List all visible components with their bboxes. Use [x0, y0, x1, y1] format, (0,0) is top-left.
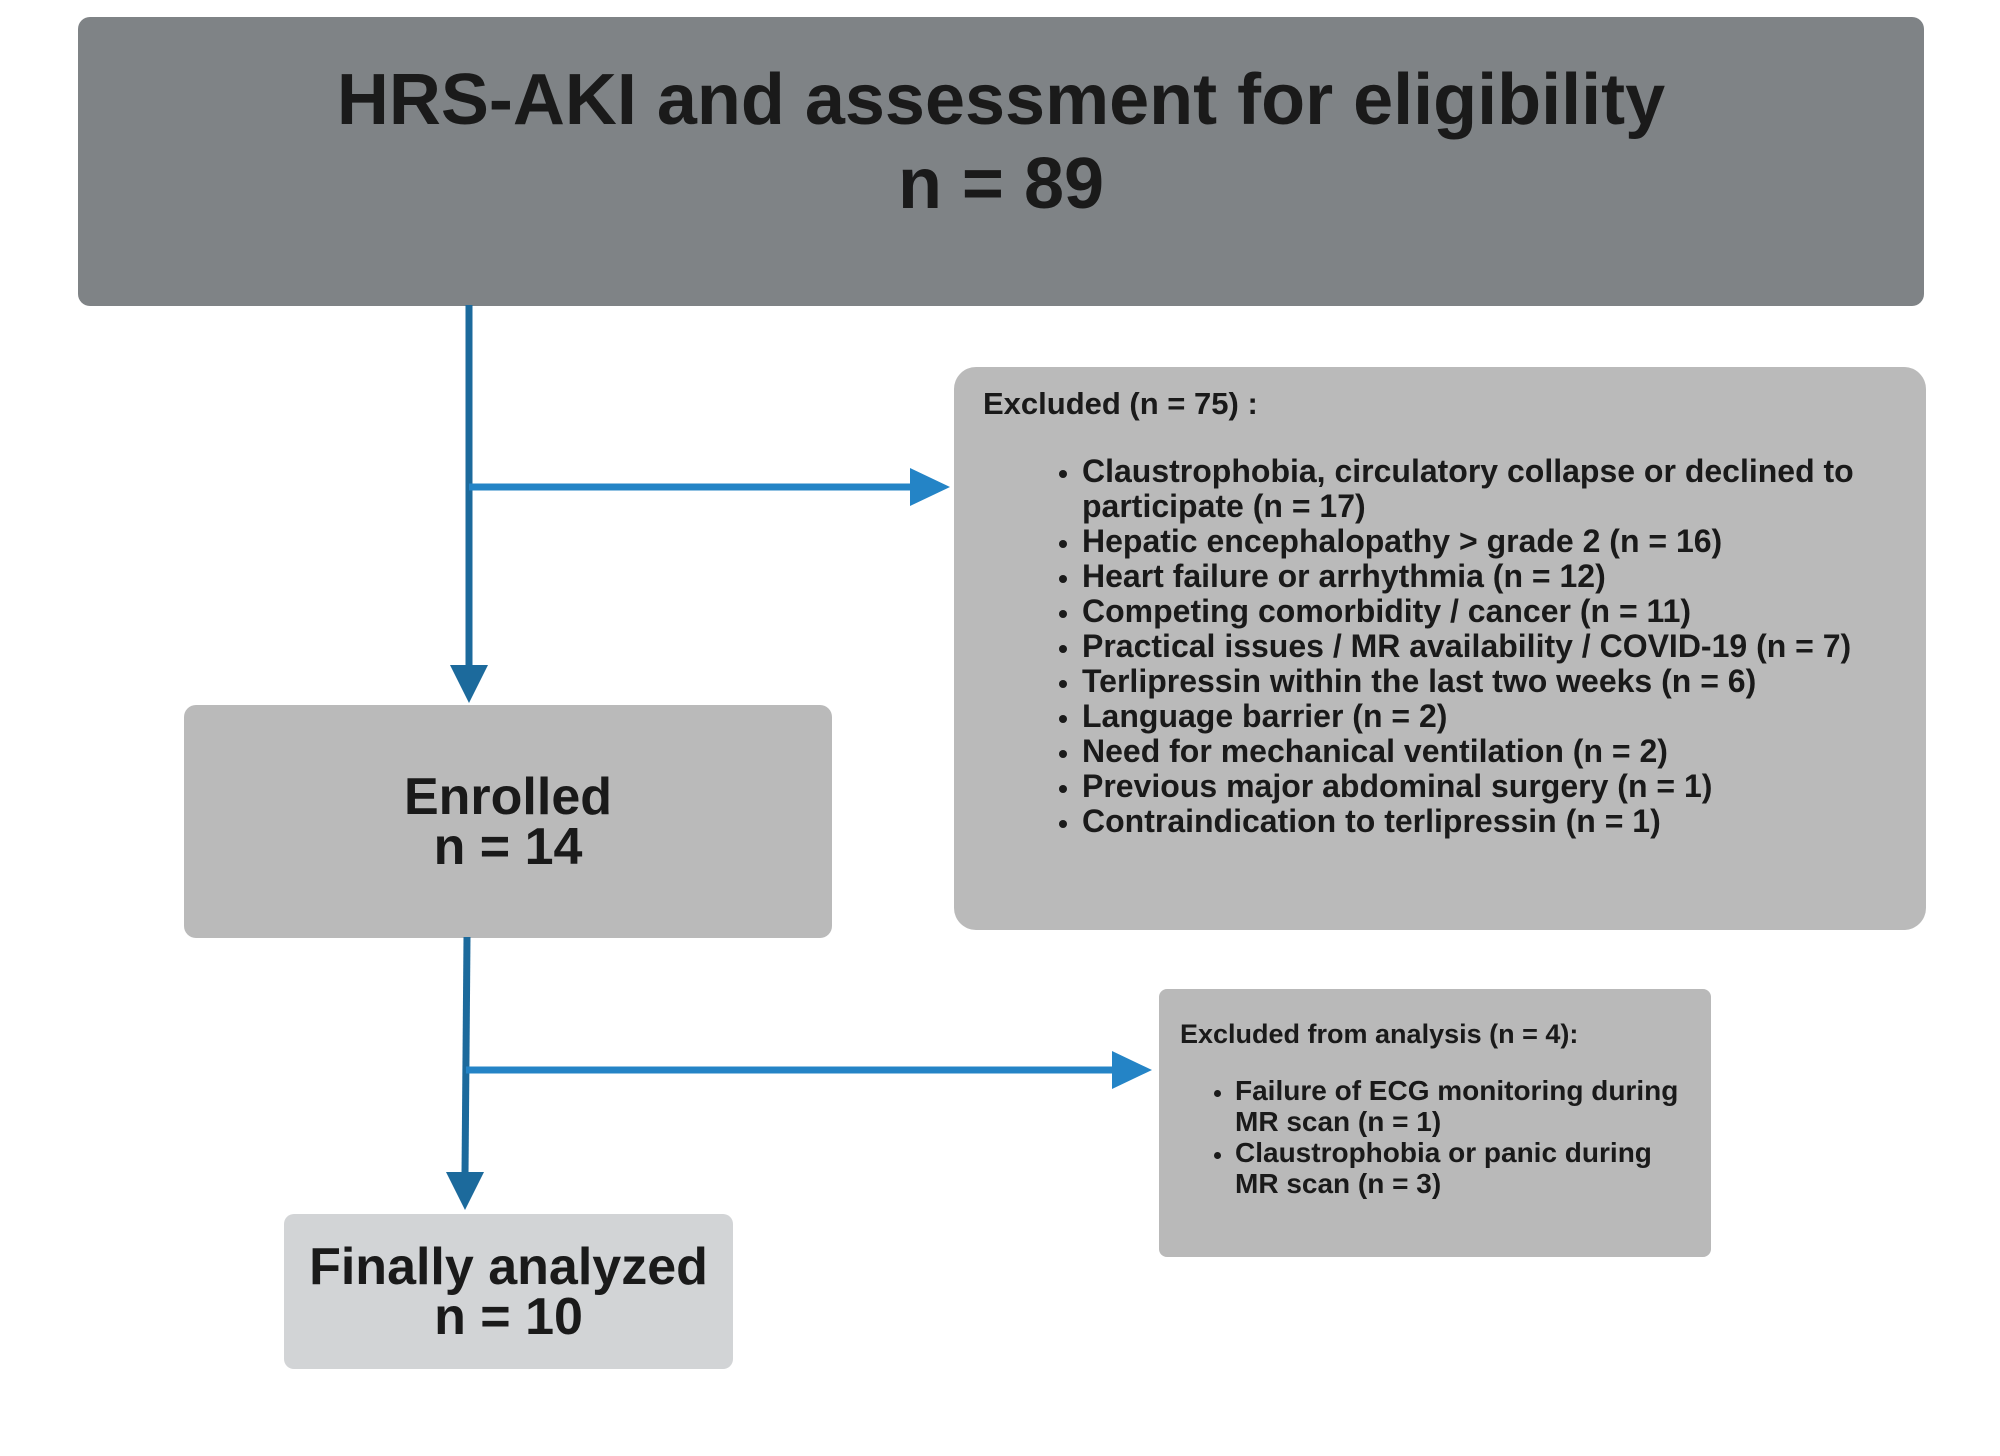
excluded-item: • Practical issues / MR availability / COVID-19 (n = 7)	[1082, 629, 1926, 664]
excluded-item: • Terlipressin within the last two weeks (n = 6)	[1082, 664, 1926, 699]
excluded-analysis-heading: Excluded from analysis (n = 4):	[1180, 1019, 1579, 1049]
excluded-item: • Heart failure or arrhythmia (n = 12)	[1082, 559, 1926, 594]
flow-line-enrolled-to-final	[465, 937, 467, 1175]
final-title: Finally analyzed	[309, 1237, 708, 1296]
excluded-item: • Competing comorbidity / cancer (n = 11)	[1082, 594, 1926, 629]
excluded-item: • Previous major abdominal surgery (n = 1)	[1082, 769, 1926, 804]
arrowhead-to-final	[446, 1172, 484, 1210]
excluded-item: • Hepatic encephalopathy > grade 2 (n = 16)	[1082, 524, 1926, 559]
enrolled-count: n = 14	[433, 817, 583, 876]
arrowhead-to-enrolled	[450, 665, 488, 703]
excluded-analysis-item: • Claustrophobia or panic during MR scan (n = 3)	[1235, 1137, 1711, 1199]
excluded-item: • Claustrophobia, circulatory collapse or declined to participate (n = 17)	[1082, 454, 1926, 524]
arrowhead-to-excluded	[910, 468, 950, 506]
final-count: n = 10	[434, 1287, 583, 1346]
excluded-analysis-item: • Failure of ECG monitoring during MR scan (n = 1)	[1235, 1075, 1711, 1137]
excluded-item: • Language barrier (n = 2)	[1082, 699, 1926, 734]
excluded-item: • Contraindication to terlipressin (n = 1)	[1082, 804, 1926, 839]
eligibility-count: n = 89	[897, 143, 1105, 224]
excluded-heading: Excluded (n = 75) :	[983, 386, 1258, 421]
excluded-item: • Need for mechanical ventilation (n = 2)	[1082, 734, 1926, 769]
enrolled-title: Enrolled	[403, 767, 613, 826]
eligibility-title: HRS-AKI and assessment for eligibility	[336, 59, 1666, 140]
arrowhead-to-excluded-analysis	[1112, 1051, 1152, 1089]
